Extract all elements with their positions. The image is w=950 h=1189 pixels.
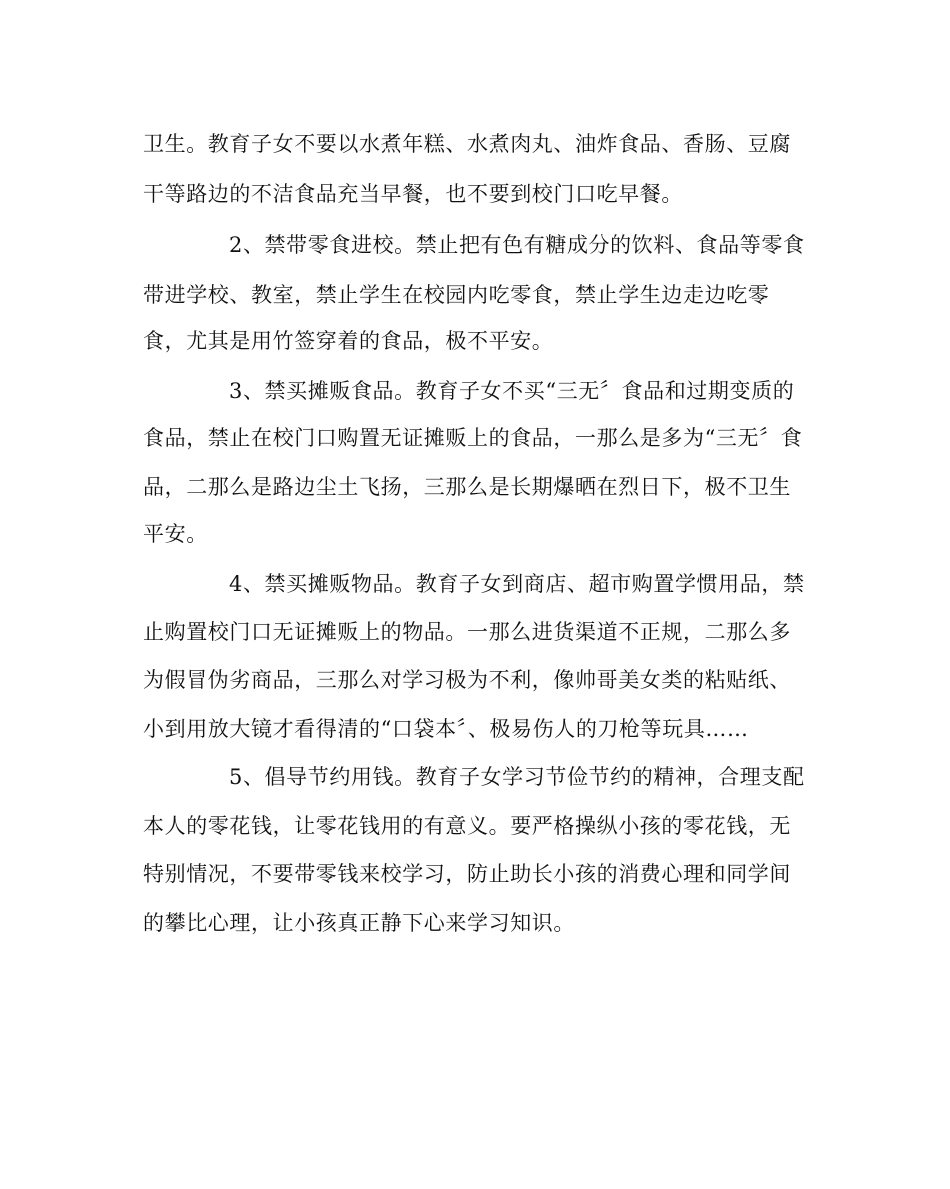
text-line: 食，尤其是用竹签穿着的食品，极不平安。 — [143, 329, 554, 353]
text-line: 5、倡导节约用钱。教育子女学习节俭节约的精神，合理支配 — [229, 765, 805, 789]
text-line: 本人的零花钱，让零花钱用的有意义。要严格操纵小孩的零花钱，无 — [143, 814, 791, 838]
text-line: 品，二那么是路边尘土飞扬，三那么是长期爆晒在烈日下，极不卫生 — [143, 475, 791, 499]
text-line: 带进学校、教室，禁止学生在校园内吃零食，禁止学生边走边吃零 — [143, 283, 770, 307]
text-line: 3、禁买摊贩食品。教育子女不买“三无〞食品和过期变质的 — [229, 379, 795, 403]
text-line: 干等路边的不洁食品充当早餐，也不要到校门口吃早餐。 — [143, 182, 683, 206]
text-line: 食品，禁止在校门口购置无证摊贩上的食品，一那么是多为“三无〞食 — [143, 426, 803, 450]
text-line: 止购置校门口无证摊贩上的物品。一那么进货渠道不正规，二那么多 — [143, 620, 791, 644]
text-line: 4、禁买摊贩物品。教育子女到商店、超市购置学惯用品，禁 — [229, 572, 805, 596]
text-line: 的攀比心理，让小孩真正静下心来学习知识。 — [143, 911, 575, 935]
text-line: 小到用放大镜才看得清的“口袋本〞、极易伤人的刀枪等玩具…… — [143, 717, 749, 741]
text-line: 为假冒伪劣商品，三那么对学习极为不利，像帅哥美女类的粘贴纸、 — [143, 668, 791, 692]
text-line: 卫生。教育子女不要以水煮年糕、水煮肉丸、油炸食品、香肠、豆腐 — [143, 132, 791, 156]
text-line: 平安。 — [143, 522, 208, 546]
text-line: 2、禁带零食进校。禁止把有色有糖成分的饮料、食品等零食 — [229, 233, 805, 257]
text-line: 特别情况，不要带零钱来校学习，防止助长小孩的消费心理和同学间 — [143, 862, 791, 886]
